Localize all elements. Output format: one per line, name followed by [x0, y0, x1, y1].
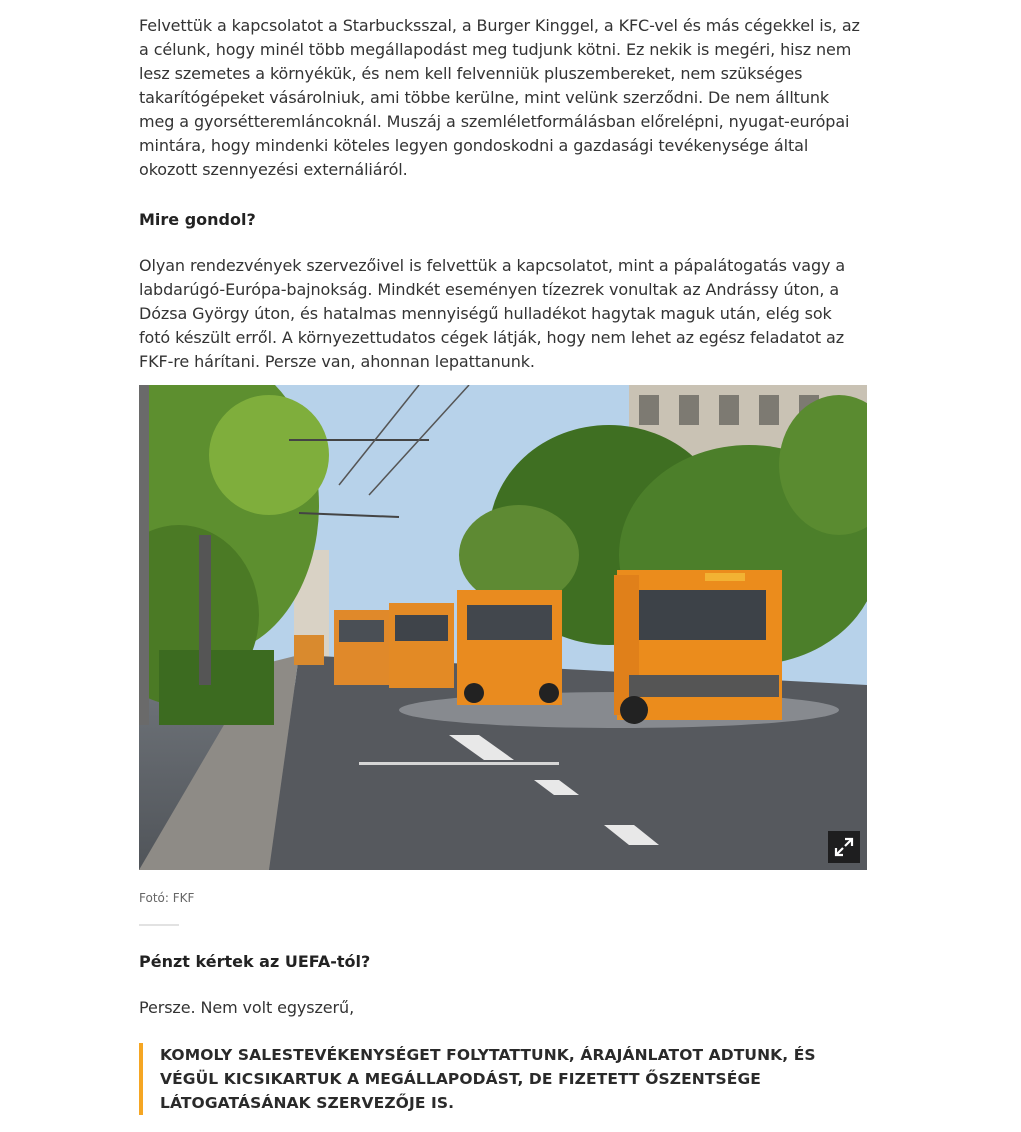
expand-photo-button[interactable] — [828, 831, 860, 863]
expand-icon — [834, 837, 854, 857]
photo-credit: Fotó: FKF — [139, 891, 195, 905]
article-photo[interactable] — [139, 385, 867, 870]
section-divider — [139, 924, 179, 926]
street-cleaning-trucks-illustration — [139, 385, 867, 870]
interview-question: Pénzt kértek az UEFA-tól? — [139, 952, 371, 971]
article-paragraph: Felvettük a kapcsolatot a Starbucksszal, a Burger Kinggel, a KFC-vel és más cégekkel is, az a célunk, hogy minél több megállapodást meg tudjunk kötni. Ez nekik is megéri, hisz nem lesz szemetes a környékük, és nem kell felvenniük pluszembereket, nem szükséges takarítógépeket vásárolniuk, ami többe kerülne, mint velünk szerződni. De nem álltunk meg a gyorsétteremláncoknál. Muszáj a szemléletformálásban előrelépni, nyugat-európai mintára, hogy mindenki köteles legyen gondoskodni a gazdasági tevékenysége által okozott szennyezési externáliáról. — [139, 16, 860, 179]
interview-question: Mire gondol? — [139, 210, 256, 229]
pull-quote: KOMOLY SALESTEVÉKENYSÉGET FOLYTATTUNK, ÁRAJÁNLATOT ADTUNK, ÉS VÉGÜL KICSIKARTUK A MEGÁLLAPODÁST, DE FIZETETT ŐSZENTSÉGE LÁTOGATÁSÁNAK SZERVEZŐJE IS. — [139, 1043, 860, 1115]
article-paragraph: Persze. Nem volt egyszerű, — [139, 998, 355, 1017]
article-paragraph: Olyan rendezvények szervezőivel is felvettük a kapcsolatot, mint a pápalátogatás vagy a labdarúgó-Európa-bajnokság. Mindkét eseményen tízezrek vonultak az Andrássy úton, a Dózsa György úton, és hatalmas mennyiségű hulladékot hagytak maguk után, elég sok fotó készült erről. A környezettudatos cégek látják, hogy nem lehet az egész feladatot az FKF-re hárítani. Persze van, ahonnan lepattanunk. — [139, 256, 846, 371]
